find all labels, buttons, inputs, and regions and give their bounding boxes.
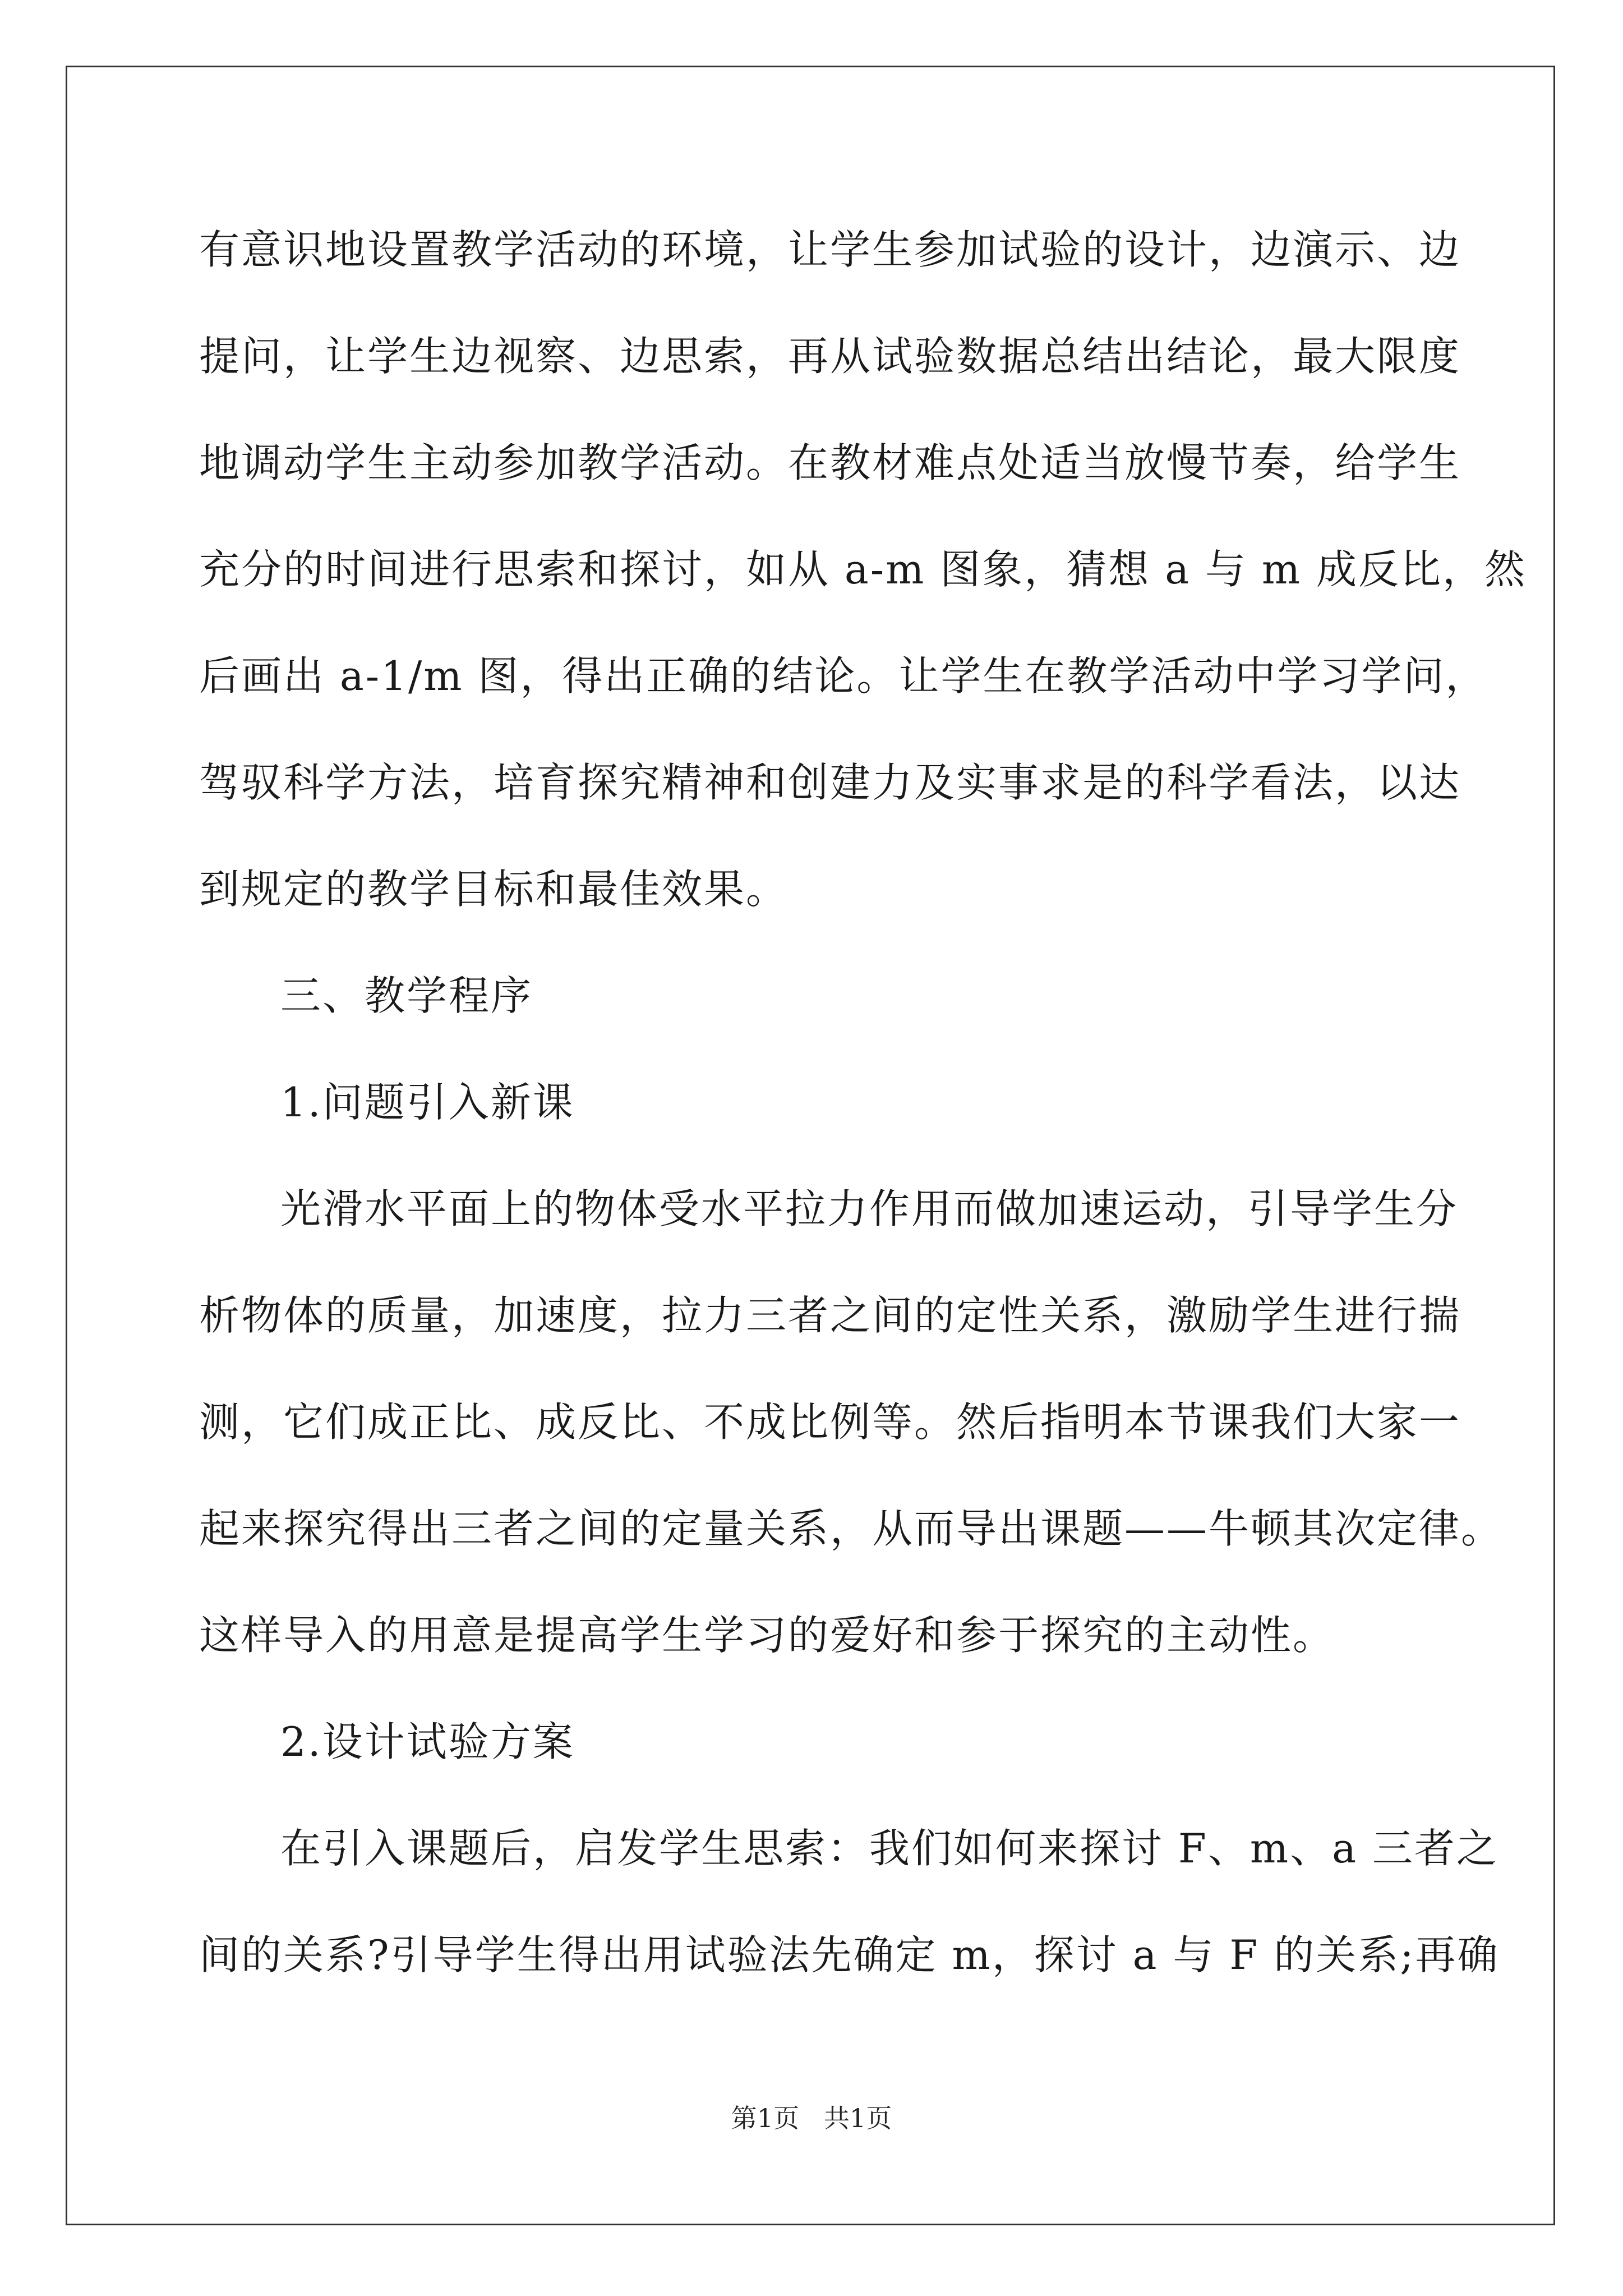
- text-line: 后画出 a-1/m 图，得出正确的结论。让学生在教学活动中学习学问，: [199, 652, 1488, 700]
- section-heading: 三、教学程序: [280, 972, 533, 1019]
- text-line: 在引入课题后，启发学生思索：我们如何来探讨 F、m、a 三者之: [280, 1825, 1498, 1872]
- text-line: 地调动学生主动参加教学活动。在教材难点处适当放慢节奏，给学生: [199, 439, 1461, 486]
- subsection-heading: 1.问题引入新课: [280, 1079, 575, 1126]
- text-line: 测，它们成正比、成反比、不成比例等。然后指明本节课我们大家一: [199, 1398, 1461, 1446]
- text-line: 这样导入的用意是提高学生学习的爱好和参于探究的主动性。: [199, 1612, 1335, 1659]
- text-line: 光滑水平面上的物体受水平拉力作用而做加速运动，引导学生分: [280, 1185, 1459, 1232]
- text-line: 到规定的教学目标和最佳效果。: [199, 866, 789, 913]
- text-line: 有意识地设置教学活动的环境，让学生参加试验的设计，边演示、边: [199, 226, 1461, 273]
- page-footer: 第1页 共1页: [731, 2103, 892, 2133]
- text-line: 驾驭科学方法，培育探究精神和创建力及实事求是的科学看法，以达: [199, 759, 1461, 806]
- text-line: 充分的时间进行思索和探讨，如从 a-m 图象，猜想 a 与 m 成反比，然: [199, 546, 1527, 593]
- subsection-heading: 2.设计试验方案: [280, 1718, 575, 1765]
- text-line: 提问，让学生边视察、边思索，再从试验数据总结出结论，最大限度: [199, 333, 1461, 380]
- text-line: 间的关系?引导学生得出用试验法先确定 m，探讨 a 与 F 的关系;再确: [199, 1931, 1500, 1978]
- document-body: [199, 216, 1527, 2028]
- text-line: 起来探究得出三者之间的定量关系，从而导出课题——牛顿其次定律。: [199, 1505, 1504, 1552]
- text-line: 析物体的质量，加速度，拉力三者之间的定性关系，激励学生进行揣: [199, 1292, 1461, 1339]
